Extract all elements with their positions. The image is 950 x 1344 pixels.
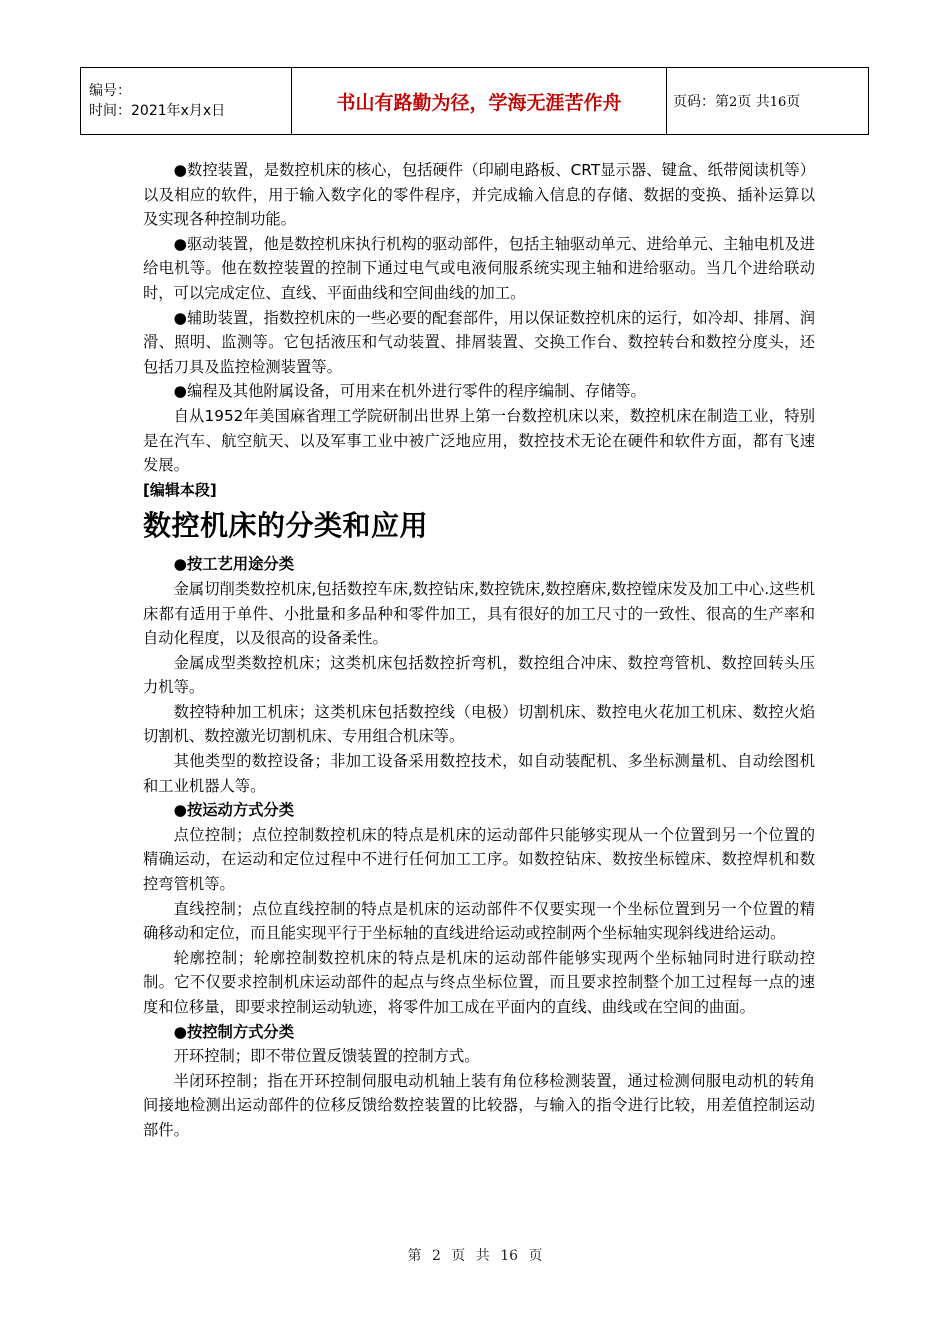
body-paragraph: 金属切削类数控机床,包括数控车床,数控钻床,数控铣床,数控磨床,数控镗床发及加工中心.这些机床都有适用于单件、小批量和多品种和零件加工，具有很好的加工尺寸的一致性、很高的生产率和自动化程度，以及很高的设备柔性。 — [143, 579, 815, 648]
body-paragraph: ●编程及其他附属设备，可用来在机外进行零件的程序编制、存储等。 — [173, 382, 646, 401]
page-end: 页 — [786, 94, 801, 110]
page-current: 2 — [729, 95, 738, 110]
document-date: 时间：2021年x月x日 — [89, 103, 226, 119]
section-title: 数控机床的分类和应用 — [143, 509, 429, 543]
header-motto: 书山有路勤为径，学海无涯苦作舟 — [292, 68, 667, 135]
body-paragraph: ●驱动装置，他是数控机床执行机构的驱动部件，包括主轴驱动单元、进给单元、主轴电机及进给电机等。他在数控装置的控制下通过电气或电液伺服系统实现主轴和进给驱动。当几个进给联动时，可以完成定位、直线、平面曲线和空间曲线的加工。 — [143, 234, 815, 302]
body-paragraph: 自从1952年美国麻省理工学院研制出世界上第一台数控机床以来，数控机床在制造工业，特别是在汽车、航空航天、以及军事工业中被广泛地应用，数控技术无论在硬件和软件方面，都有飞速发展。 — [143, 406, 815, 475]
body-paragraph: 直线控制；点位直线控制的特点是机床的运动部件不仅要实现一个坐标位置到另一个位置的精确移动和定位，而且能实现平行于坐标轴的直线进给运动或控制两个坐标轴实现斜线进给运动。 — [143, 899, 815, 943]
body-paragraph: ●数控装置，是数控机床的核心，包括硬件（印刷电路板、CRT显示器、键盒、纸带阅读机等）以及相应的软件，用于输入数字化的零件程序，并完成输入信息的存储、数据的变换、插补运算以及实现各种控制功能。 — [143, 161, 815, 229]
page-footer: 第 2 页 共 16 页 — [407, 1248, 543, 1264]
body-paragraph: 金属成型类数控机床；这类机床包括数控折弯机，数控组合冲床、数控弯管机、数控回转头压力机等。 — [143, 653, 815, 697]
body-paragraph: 半闭环控制；指在开环控制伺服电动机轴上装有角位移检测装置，通过检测伺服电动机的转角间接地检测出运动部件的位移反馈给数控装置的比较器，与输入的指令进行比较，用差值控制运动部件。 — [143, 1071, 815, 1139]
page-mid: 页 共 — [737, 94, 770, 110]
subsection-heading: ●按运动方式分类 — [173, 801, 295, 820]
subsection-heading: ●按控制方式分类 — [173, 1022, 295, 1041]
document-body — [143, 158, 815, 1143]
body-paragraph: 其他类型的数控设备；非加工设备采用数控技术，如自动装配机、多坐标测量机、自动绘图机和工业机器人等。 — [143, 752, 815, 795]
body-paragraph: 数控特种加工机床；这类机床包括数控线（电极）切割机床、数控电火花加工机床、数控火焰切割机、数控激光切割机床、专用组合机床等。 — [143, 702, 815, 746]
edit-section-link[interactable]: [编辑本段] — [143, 480, 217, 499]
body-paragraph: ●辅助装置，指数控机床的一些必要的配套部件，用以保证数控机床的运行，如冷却、排屑、润滑、照明、监测等。它包括液压和气动装置、排屑装置、交换工作台、数控转台和数控分度头，还包括刀具及监控检测装置等。 — [143, 308, 815, 376]
page-header — [80, 67, 869, 135]
page-total: 16 — [769, 95, 787, 110]
page-label: 页码：第 — [673, 94, 729, 110]
subsection-heading: ●按工艺用途分类 — [173, 555, 295, 574]
document-code-label: 编号： — [89, 83, 131, 99]
body-paragraph: 轮廓控制；轮廓控制数控机床的特点是机床的运动部件能够实现两个坐标轴同时进行联动控制。它不仅要求控制机床运动部件的起点与终点坐标位置，而且要求控制整个加工过程每一点的速度和位移量，即要求控制运动轨迹，将零件加工成在平面内的直线、曲线或在空间的曲面。 — [143, 948, 815, 1016]
header-meta — [81, 68, 292, 135]
body-paragraph: 点位控制；点位控制数控机床的特点是机床的运动部件只能够实现从一个位置到另一个位置的精确运动，在运动和定位过程中不进行任何加工工序。如数控钻床、数按坐标镗床、数控焊机和数控弯管机等。 — [143, 825, 815, 894]
header-page-number — [667, 68, 869, 135]
body-paragraph: 开环控制；即不带位置反馈装置的控制方式。 — [173, 1047, 480, 1066]
